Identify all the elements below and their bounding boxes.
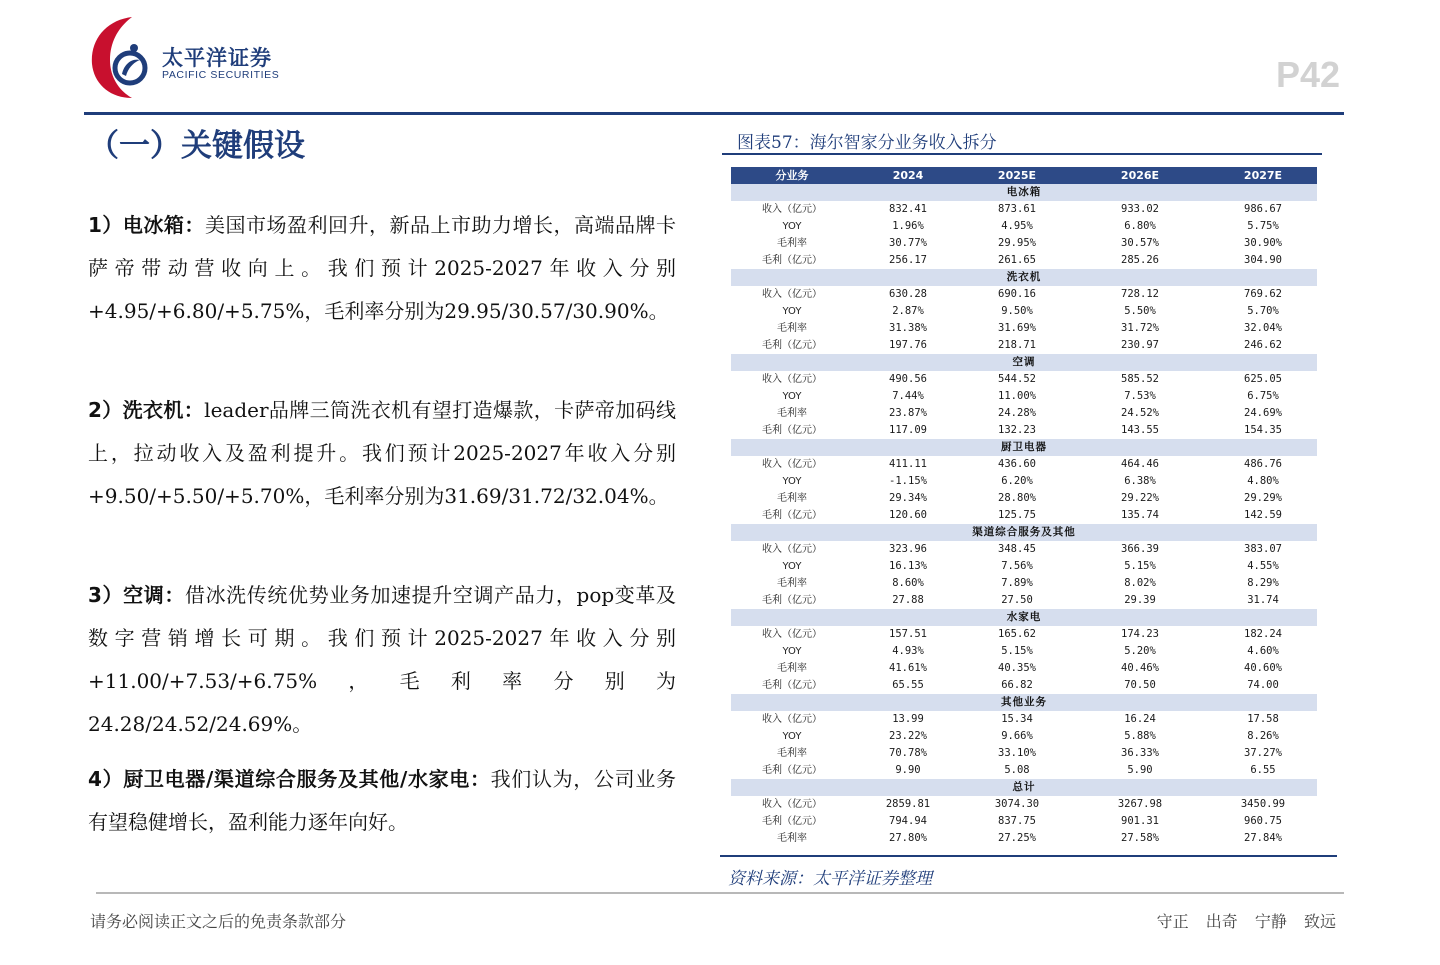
row-label: 收入（亿元） — [762, 374, 822, 385]
paragraph-other — [88, 758, 676, 844]
table-body — [731, 184, 1317, 847]
company-logo — [88, 14, 288, 100]
table-cell: 9.66% — [1001, 730, 1033, 742]
table-cell: 29.29% — [1244, 492, 1282, 504]
row-label: 毛利率 — [777, 238, 807, 249]
table-cell: 143.55 — [1121, 424, 1159, 436]
footer-divider — [96, 892, 1344, 894]
table-cell: 29.95% — [998, 237, 1036, 249]
table-cell: 7.44% — [892, 390, 924, 402]
table-cell: 794.94 — [889, 815, 927, 827]
column-header: 分业务 — [731, 167, 853, 184]
table-cell: 1.96% — [892, 220, 924, 232]
table-cell: 4.60% — [1247, 645, 1279, 657]
segment-revenue-table — [731, 167, 1317, 847]
table-row — [731, 626, 1317, 643]
table-cell: 4.55% — [1247, 560, 1279, 572]
column-header: 2024 — [853, 167, 963, 184]
table-row — [731, 388, 1317, 405]
section-label: 其他业务 — [731, 694, 1317, 711]
paragraph-label: 2）洗衣机： — [88, 398, 205, 422]
table-cell: 132.23 — [998, 424, 1036, 436]
table-cell: 27.25% — [998, 832, 1036, 844]
table-cell: 486.76 — [1244, 458, 1282, 470]
table-cell: 933.02 — [1121, 203, 1159, 215]
table-cell: 135.74 — [1121, 509, 1159, 521]
paragraph-label: 3）空调： — [88, 583, 185, 607]
table-cell: 13.99 — [892, 713, 924, 725]
table-row — [731, 762, 1317, 779]
table-source: 资料来源：太平洋证券整理 — [728, 869, 932, 889]
table-cell: 230.97 — [1121, 339, 1159, 351]
table-cell: 7.89% — [1001, 577, 1033, 589]
table-section-row — [731, 609, 1317, 626]
row-label: 毛利（亿元） — [762, 510, 822, 521]
row-label: 毛利（亿元） — [762, 340, 822, 351]
table-cell: 27.50 — [1001, 594, 1033, 606]
table-row — [731, 643, 1317, 660]
table-row — [731, 796, 1317, 813]
table-section-row — [731, 354, 1317, 371]
section-title: （一）关键假设 — [88, 128, 305, 164]
table-cell: 29.22% — [1121, 492, 1159, 504]
table-cell: 182.24 — [1244, 628, 1282, 640]
page-number: P42 — [1275, 54, 1340, 95]
table-row — [731, 303, 1317, 320]
paragraph-fridge — [88, 204, 676, 333]
table-cell: 120.60 — [889, 509, 927, 521]
table-cell: 37.27% — [1244, 747, 1282, 759]
table-section-row — [731, 779, 1317, 796]
row-label: 毛利率 — [777, 578, 807, 589]
table-cell: 31.69% — [998, 322, 1036, 334]
table-cell: 40.35% — [998, 662, 1036, 674]
table-bottom-divider — [720, 855, 1337, 857]
table-section-row — [731, 439, 1317, 456]
table-cell: 6.38% — [1124, 475, 1156, 487]
table-cell: 4.80% — [1247, 475, 1279, 487]
table-cell: 625.05 — [1244, 373, 1282, 385]
section-label: 电冰箱 — [731, 184, 1317, 201]
table-section-row — [731, 184, 1317, 201]
table-cell: 16.13% — [889, 560, 927, 572]
table-cell: 5.15% — [1124, 560, 1156, 572]
table-cell: 873.61 — [998, 203, 1036, 215]
table-cell: 27.80% — [889, 832, 927, 844]
table-cell: 31.72% — [1121, 322, 1159, 334]
table-cell: 27.84% — [1244, 832, 1282, 844]
table-cell: 256.17 — [889, 254, 927, 266]
section-label: 水家电 — [731, 609, 1317, 626]
section-label: 空调 — [731, 354, 1317, 371]
table-cell: 3267.98 — [1117, 798, 1163, 810]
table-cell: 29.34% — [889, 492, 927, 504]
column-header: 2025E — [963, 167, 1071, 184]
table-cell: 24.52% — [1121, 407, 1159, 419]
table-row — [731, 252, 1317, 269]
row-label: 毛利（亿元） — [762, 255, 822, 266]
table-row — [731, 371, 1317, 388]
table-cell: 544.52 — [998, 373, 1036, 385]
table-cell: 246.62 — [1244, 339, 1282, 351]
table-cell: 5.50% — [1124, 305, 1156, 317]
table-cell: 3074.30 — [994, 798, 1040, 810]
pacific-securities-logo-icon — [88, 14, 160, 100]
paragraph-label: 1）电冰箱： — [88, 213, 205, 237]
row-label: YOY — [782, 476, 802, 487]
row-label: 收入（亿元） — [762, 799, 822, 810]
logo-chinese-name: 太平洋证券 — [162, 46, 272, 70]
table-row — [731, 830, 1317, 847]
row-label: 收入（亿元） — [762, 629, 822, 640]
table-title-divider — [722, 153, 1322, 155]
table-cell: 36.33% — [1121, 747, 1159, 759]
paragraph-ac — [88, 574, 676, 746]
table-cell: 174.23 — [1121, 628, 1159, 640]
table-cell: 32.04% — [1244, 322, 1282, 334]
row-label: 收入（亿元） — [762, 714, 822, 725]
motto-word: 致远 — [1303, 912, 1336, 931]
row-label: 收入（亿元） — [762, 459, 822, 470]
table-section-row — [731, 694, 1317, 711]
table-cell: 197.76 — [889, 339, 927, 351]
table-cell: 4.95% — [1001, 220, 1033, 232]
row-label: 毛利率 — [777, 493, 807, 504]
table-cell: 690.16 — [998, 288, 1036, 300]
table-cell: 7.53% — [1124, 390, 1156, 402]
table-row — [731, 422, 1317, 439]
row-label: YOY — [782, 646, 802, 657]
table-cell: 411.11 — [889, 458, 927, 470]
table-cell: 31.74 — [1247, 594, 1279, 606]
footer-disclaimer: 请务必阅读正文之后的免责条款部分 — [90, 912, 347, 931]
table-header-row — [731, 167, 1317, 184]
row-label: 毛利率 — [777, 408, 807, 419]
table-cell: 3450.99 — [1240, 798, 1286, 810]
row-label: 毛利率 — [777, 323, 807, 334]
table-cell: 125.75 — [998, 509, 1036, 521]
table-cell: 901.31 — [1121, 815, 1159, 827]
table-cell: 490.56 — [889, 373, 927, 385]
table-cell: 383.07 — [1244, 543, 1282, 555]
table-cell: 464.46 — [1121, 458, 1159, 470]
table-cell: 29.39 — [1124, 594, 1156, 606]
table-cell: 17.58 — [1247, 713, 1279, 725]
table-cell: 70.78% — [889, 747, 927, 759]
table-cell: 5.90 — [1127, 764, 1153, 776]
table-cell: 9.50% — [1001, 305, 1033, 317]
paragraph-label: 4）厨卫电器/渠道综合服务及其他/水家电： — [88, 767, 491, 791]
row-label: 毛利（亿元） — [762, 595, 822, 606]
table-cell: 585.52 — [1121, 373, 1159, 385]
table-row — [731, 711, 1317, 728]
table-row — [731, 660, 1317, 677]
table-cell: 7.56% — [1001, 560, 1033, 572]
table-cell: 28.80% — [998, 492, 1036, 504]
table-row — [731, 218, 1317, 235]
motto-word: 守正 — [1156, 912, 1189, 931]
table-cell: 832.41 — [889, 203, 927, 215]
table-cell: 630.28 — [889, 288, 927, 300]
row-label: 毛利（亿元） — [762, 765, 822, 776]
row-label: 收入（亿元） — [762, 544, 822, 555]
motto-word: 出奇 — [1205, 912, 1238, 931]
table-cell: 960.75 — [1244, 815, 1282, 827]
table-row — [731, 320, 1317, 337]
table-title: 图表57：海尔智家分业务收入拆分 — [737, 133, 997, 153]
table-cell: 6.80% — [1124, 220, 1156, 232]
table-cell: 6.75% — [1247, 390, 1279, 402]
table-cell: 23.22% — [889, 730, 927, 742]
table-cell: 41.61% — [889, 662, 927, 674]
paragraph-text: 我们认为，公司业务有望稳健增长，盈利能力逐年向好。 — [88, 767, 676, 834]
table-cell: 70.50 — [1124, 679, 1156, 691]
table-cell: 5.20% — [1124, 645, 1156, 657]
column-header: 2026E — [1071, 167, 1209, 184]
row-label: 毛利率 — [777, 748, 807, 759]
table-cell: 218.71 — [998, 339, 1036, 351]
table-cell: -1.15% — [889, 475, 927, 487]
table-cell: 5.08 — [1004, 764, 1030, 776]
table-cell: 24.69% — [1244, 407, 1282, 419]
table-cell: 8.26% — [1247, 730, 1279, 742]
row-label: 收入（亿元） — [762, 204, 822, 215]
paragraph-text: leader品牌三筒洗衣机有望打造爆款，卡萨帝加码线上，拉动收入及盈利提升。我们预计2025-2027年收入分别+9.50/+5.50/+5.70%，毛利率分别为31.69/31.72/32.04%。 — [88, 398, 677, 508]
row-label: 毛利率 — [777, 663, 807, 674]
table-row — [731, 575, 1317, 592]
section-label: 总计 — [731, 779, 1317, 796]
table-cell: 5.70% — [1247, 305, 1279, 317]
table-section-row — [731, 269, 1317, 286]
table-cell: 15.34 — [1001, 713, 1033, 725]
row-label: 收入（亿元） — [762, 289, 822, 300]
table-row — [731, 337, 1317, 354]
table-cell: 40.60% — [1244, 662, 1282, 674]
table-cell: 30.57% — [1121, 237, 1159, 249]
table-cell: 2.87% — [892, 305, 924, 317]
table-cell: 6.55 — [1250, 764, 1276, 776]
table-cell: 8.29% — [1247, 577, 1279, 589]
table-cell: 348.45 — [998, 543, 1036, 555]
paragraph-text: 美国市场盈利回升，新品上市助力增长，高端品牌卡萨帝带动营收向上。我们预计2025-2027年收入分别+4.95/+6.80/+5.75%，毛利率分别为29.95/30.57/30.90%。 — [88, 213, 676, 323]
row-label: YOY — [782, 306, 802, 317]
table-cell: 285.26 — [1121, 254, 1159, 266]
table-cell: 31.38% — [889, 322, 927, 334]
paragraph-text: 借冰洗传统优势业务加速提升空调产品力，pop变革及数字营销增长可期。我们预计2025-2027年收入分别+11.00/+7.53/+6.75%，毛利率分别为24.28/24.52/24.69%。 — [88, 583, 676, 736]
table-cell: 30.77% — [889, 237, 927, 249]
section-label: 厨卫电器 — [731, 439, 1317, 456]
row-label: YOY — [782, 561, 802, 572]
table-cell: 33.10% — [998, 747, 1036, 759]
table-cell: 5.88% — [1124, 730, 1156, 742]
table-row — [731, 558, 1317, 575]
paragraph-washer — [88, 389, 676, 518]
table-cell: 27.58% — [1121, 832, 1159, 844]
table-row — [731, 745, 1317, 762]
section-label: 渠道综合服务及其他 — [731, 524, 1317, 541]
table-row — [731, 592, 1317, 609]
table-row — [731, 456, 1317, 473]
table-row — [731, 728, 1317, 745]
table-section-row — [731, 524, 1317, 541]
row-label: 毛利（亿元） — [762, 816, 822, 827]
table-row — [731, 473, 1317, 490]
column-header: 2027E — [1209, 167, 1317, 184]
table-cell: 436.60 — [998, 458, 1036, 470]
table-cell: 66.82 — [1001, 679, 1033, 691]
table-cell: 74.00 — [1247, 679, 1279, 691]
row-label: 毛利（亿元） — [762, 425, 822, 436]
table-cell: 24.28% — [998, 407, 1036, 419]
table-cell: 11.00% — [998, 390, 1036, 402]
table-cell: 142.59 — [1244, 509, 1282, 521]
table-row — [731, 405, 1317, 422]
table-cell: 9.90 — [895, 764, 921, 776]
motto-word: 宁静 — [1254, 912, 1287, 931]
table-row — [731, 235, 1317, 252]
table-row — [731, 201, 1317, 218]
table-cell: 837.75 — [998, 815, 1036, 827]
table-cell: 304.90 — [1244, 254, 1282, 266]
table-cell: 65.55 — [892, 679, 924, 691]
table-row — [731, 490, 1317, 507]
header-divider — [84, 112, 1344, 115]
table-cell: 8.60% — [892, 577, 924, 589]
table-cell: 323.96 — [889, 543, 927, 555]
table-row — [731, 813, 1317, 830]
logo-english-name: PACIFIC SECURITIES — [162, 69, 280, 81]
table-cell: 27.88 — [892, 594, 924, 606]
table-cell: 5.75% — [1247, 220, 1279, 232]
row-label: 毛利率 — [777, 833, 807, 844]
table-row — [731, 677, 1317, 694]
row-label: YOY — [782, 221, 802, 232]
row-label: 毛利（亿元） — [762, 680, 822, 691]
table-cell: 23.87% — [889, 407, 927, 419]
table-cell: 728.12 — [1121, 288, 1159, 300]
table-cell: 366.39 — [1121, 543, 1159, 555]
table-cell: 6.20% — [1001, 475, 1033, 487]
table-cell: 4.93% — [892, 645, 924, 657]
section-label: 洗衣机 — [731, 269, 1317, 286]
table-cell: 769.62 — [1244, 288, 1282, 300]
table-row — [731, 541, 1317, 558]
table-cell: 8.02% — [1124, 577, 1156, 589]
table-cell: 986.67 — [1244, 203, 1282, 215]
table-cell: 40.46% — [1121, 662, 1159, 674]
table-cell: 2859.81 — [885, 798, 931, 810]
footer-motto — [1145, 909, 1336, 932]
table-row — [731, 286, 1317, 303]
table-cell: 165.62 — [998, 628, 1036, 640]
table-cell: 117.09 — [889, 424, 927, 436]
table-cell: 5.15% — [1001, 645, 1033, 657]
table-cell: 16.24 — [1124, 713, 1156, 725]
row-label: YOY — [782, 391, 802, 402]
table-cell: 157.51 — [889, 628, 927, 640]
table-cell: 30.90% — [1244, 237, 1282, 249]
table-row — [731, 507, 1317, 524]
row-label: YOY — [782, 731, 802, 742]
table-cell: 154.35 — [1244, 424, 1282, 436]
table-cell: 261.65 — [998, 254, 1036, 266]
